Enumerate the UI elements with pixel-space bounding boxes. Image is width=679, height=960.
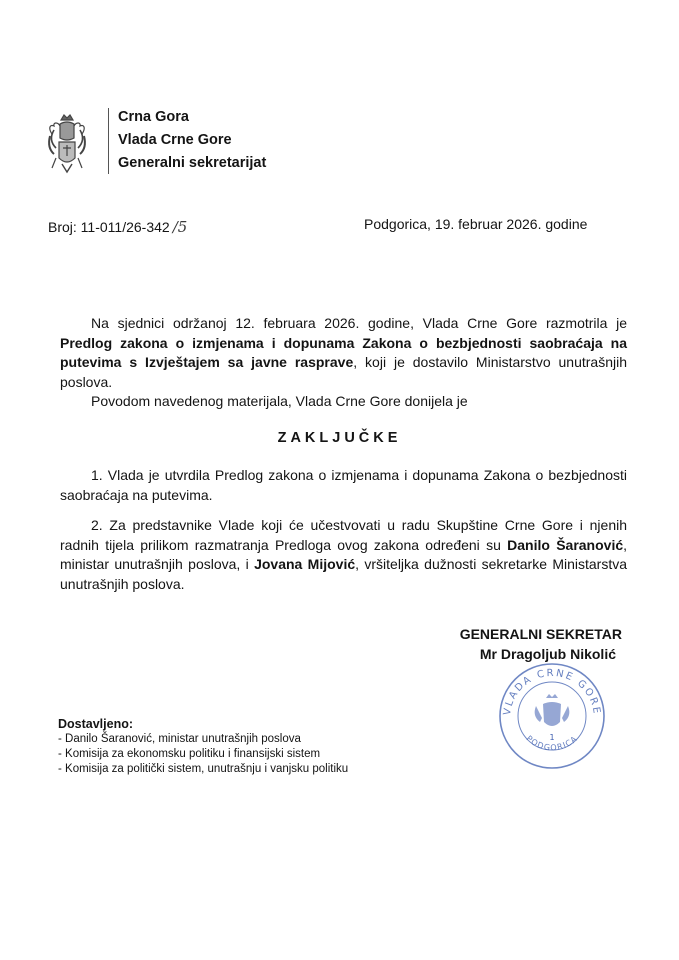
item2-name-1: Danilo Šaranović <box>507 536 624 553</box>
official-stamp-icon <box>496 660 608 772</box>
header-country: Crna Gora <box>118 109 189 125</box>
intro-end: , koji je dostavilo Ministarstvo unutrašnjih poslova. <box>60 354 627 390</box>
signature-block <box>420 624 622 664</box>
header-government: Vlada Crne Gore <box>118 132 232 148</box>
conclusion-item-2 <box>60 516 627 594</box>
reference-number <box>48 218 187 236</box>
header-divider <box>108 108 109 174</box>
stamp-number: 1 <box>549 733 555 742</box>
reference-number-label: Broj: 11-011/26-342 <box>48 219 170 235</box>
handwritten-suffix: /5 <box>172 218 188 236</box>
signature-title: GENERALNI SEKRETAR <box>459 626 622 642</box>
header-block <box>118 106 266 175</box>
distribution-item: - Danilo Šaranović, ministar unutrašnjih poslova <box>58 732 348 747</box>
item2-start: 2. Za predstavnike Vlade koji će učestvovati u radu Skupštine Crne Gore i njenih radnih tijela prilikom razmatranja Predloga ovog zakona određeni su <box>60 517 627 553</box>
decision-paragraph: Povodom navedenog materijala, Vlada Crne Gore donijela je <box>91 393 468 409</box>
coat-of-arms-icon <box>44 112 90 176</box>
distribution-title: Dostavljeno: <box>58 717 134 731</box>
signature-name: Mr Dragoljub Nikolić <box>479 646 616 662</box>
conclusions-heading: ZAKLJUČKE <box>277 430 402 446</box>
header-department: Generalni sekretarijat <box>118 155 267 171</box>
stamp-bottom-text: PODGORICA <box>524 733 580 753</box>
intro-bold-title: Predlog zakona o izmjenama i dopunama Zakona o bezbjednosti saobraćaja na putevima s Izvještajem sa javne rasprave <box>60 334 627 370</box>
distribution-list <box>58 717 348 777</box>
item2-name-2: Jovana Mijović <box>254 556 356 572</box>
distribution-item: - Komisija za politički sistem, unutrašnju i vanjsku politiku <box>58 762 348 777</box>
stamp-ring-text: VLADA CRNE GORE <box>501 667 603 717</box>
item2-end: , vršiteljka dužnosti sekretarke Ministarstva unutrašnjih poslova. <box>60 556 628 592</box>
place-date: Podgorica, 19. februar 2026. godine <box>364 216 588 232</box>
conclusion-item-1: 1. Vlada je utvrdila Predlog zakona o izmjenama i dopunama Zakona o bezbjednosti saobraćaja na putevima. <box>60 467 627 503</box>
intro-text: Na sjednici održanoj 12. februara 2026. godine, Vlada Crne Gore razmotrila je <box>91 315 627 331</box>
distribution-item: - Komisija za ekonomsku politiku i finansijski sistem <box>58 747 348 762</box>
intro-paragraph <box>60 314 627 392</box>
item2-mid: , ministar unutrašnjih poslova, i <box>60 536 628 572</box>
